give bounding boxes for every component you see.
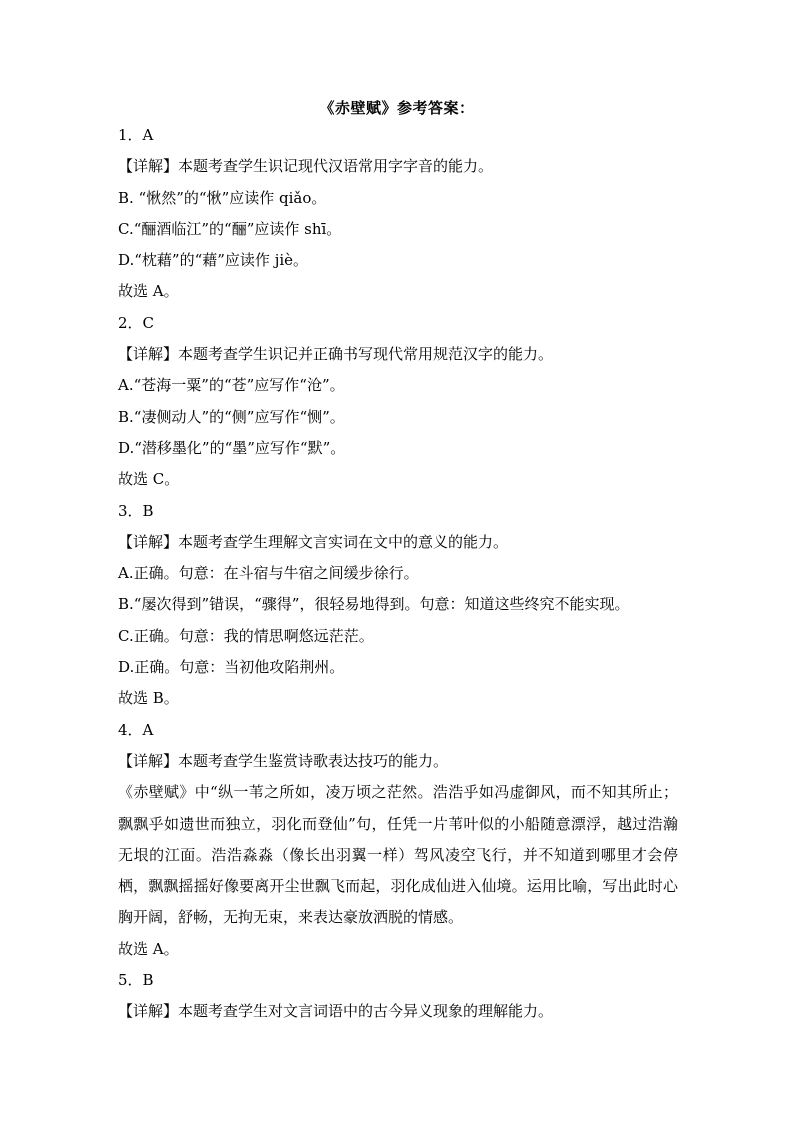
- answer-content: [118, 120, 678, 1028]
- answer-number: 1．A: [118, 126, 154, 144]
- analysis-paragraph: 《赤壁赋》中“纵一苇之所如，凌万顷之茫然。浩浩乎如冯虚御风，而不知其所止；飘飘乎如遗世而独立，羽化而登仙”句，任凭一片苇叶似的小船随意漂浮，越过浩瀚无垠的江面。浩浩淼淼（像长出羽翼一样）驾风凌空飞行，并不知道到哪里才会停栖，飘飘摇摇好像要离开尘世飘飞而起，羽化成仙进入仙境。运用比喻，写出此时心胸开阔，舒畅，无拘无束，来表达豪放洒脱的情感。: [118, 783, 678, 927]
- answer-number: 5．B: [118, 971, 154, 990]
- explanation-line: 【详解】本题考查学生识记现代汉语常用字字音的能力。: [118, 157, 494, 176]
- conclusion-line: 故选 A。: [118, 939, 179, 958]
- option-note: B.“屡次得到”错误，“骤得”，很轻易地得到。句意：知道这些终究不能实现。: [118, 595, 630, 614]
- answer-number: 3．B: [118, 501, 154, 520]
- explanation-line: 【详解】本题考查学生识记并正确书写现代常用规范汉字的能力。: [118, 345, 554, 364]
- conclusion-line: 故选 A。: [118, 282, 179, 301]
- answer-number: 2．C: [118, 313, 155, 332]
- option-note: D.“潜移墨化”的“墨”应写作“默”。: [118, 438, 346, 457]
- option-note: B. “愀然”的“愀”应读作 qiǎo。: [118, 188, 327, 207]
- explanation-line: 【详解】本题考查学生鉴赏诗歌表达技巧的能力。: [118, 751, 449, 770]
- option-note: C.正确。句意：我的情思啊悠远茫茫。: [118, 626, 374, 645]
- option-note: B.“凄侧动人”的“侧”应写作“恻”。: [118, 407, 345, 426]
- explanation-line: 【详解】本题考查学生对文言词语中的古今异义现象的理解能力。: [118, 1002, 554, 1021]
- option-note: D.“枕藉”的“藉”应读作 jiè。: [118, 251, 309, 270]
- conclusion-line: 故选 B。: [118, 689, 179, 708]
- page-title: 《赤壁赋》参考答案：: [319, 99, 475, 117]
- explanation-line: 【详解】本题考查学生理解文言实词在文中的意义的能力。: [118, 532, 509, 551]
- answer-number: 4．A: [118, 720, 154, 739]
- option-note: C.“酾酒临江”的“酾”应读作 shī。: [118, 219, 342, 238]
- option-note: D.正确。句意：当初他攻陷荆州。: [118, 658, 345, 677]
- conclusion-line: 故选 C。: [118, 470, 180, 489]
- option-note: A.正确。句意：在斗宿与牛宿之间缓步徐行。: [118, 564, 419, 583]
- option-note: A.“苍海一粟”的“苍”应写作“沧”。: [118, 376, 345, 395]
